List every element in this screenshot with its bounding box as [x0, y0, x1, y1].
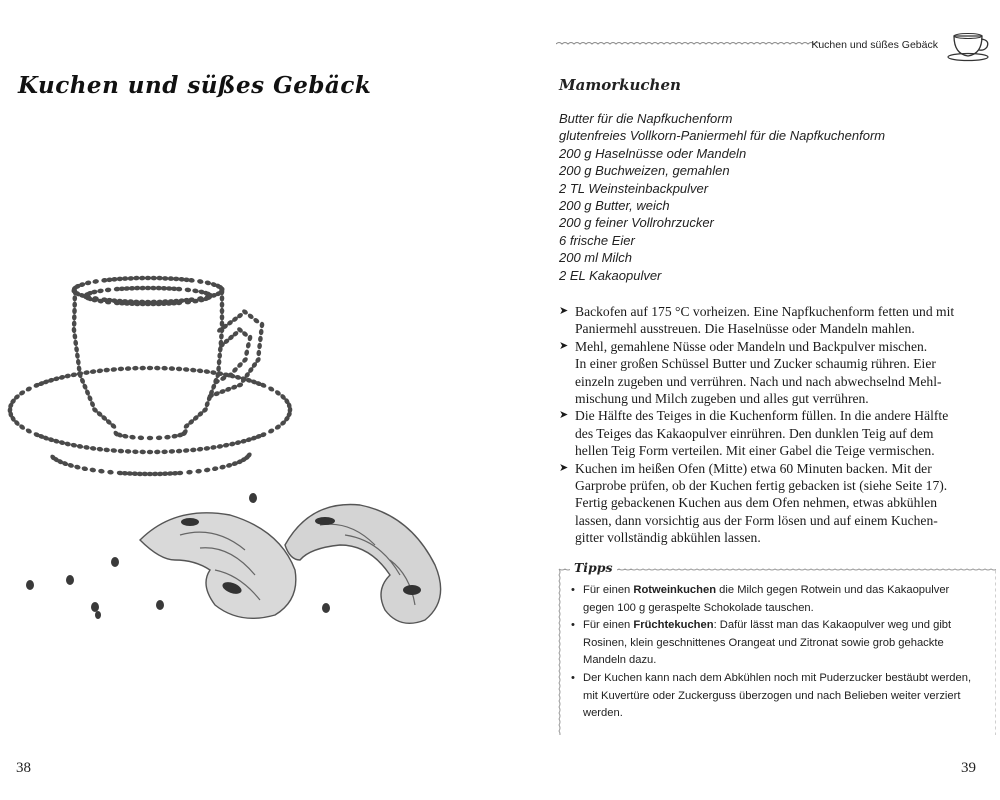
croissant-right-icon — [285, 505, 441, 624]
right-page — [500, 0, 1000, 800]
step-line: hellen Teig Form verteilen. Mit einer Gabel die Teige vermischen. — [575, 443, 935, 459]
arrow-bullet-icon: ➤ — [559, 461, 569, 474]
step-line: Kuchen im heißen Ofen (Mitte) etwa 60 Minuten backen. Mit der — [575, 460, 932, 476]
step-line: lassen, dann vorsichtig aus der Form lösen und auf einem Kuchen- — [575, 512, 938, 528]
ingredient-item: 200 g Haselnüsse oder Mandeln — [559, 145, 747, 161]
instruction-step — [559, 407, 979, 459]
step-line: Garprobe prüfen, ob der Kuchen fertig gebacken ist (siehe Seite 17). — [575, 478, 948, 494]
dot-bullet-icon: • — [571, 671, 575, 684]
tip-line: werden. — [583, 707, 623, 720]
instruction-step — [559, 303, 979, 338]
arrow-bullet-icon: ➤ — [559, 409, 569, 422]
coffee-cup-icon — [948, 34, 988, 61]
step-line: gitter vollständig abkühlen lassen. — [575, 530, 761, 546]
step-line: Backofen auf 175 °C vorheizen. Eine Napfkuchenform fetten und mit — [575, 304, 955, 319]
tip-line: gegen 100 g geraspelte Schokolade tauschen. — [583, 601, 814, 614]
dot-bullet-icon: • — [571, 584, 575, 596]
tip-prefix: Für einen — [583, 619, 634, 632]
step-line: mischung und Milch zugeben und alles gut verrühren. — [575, 391, 869, 407]
tip-item — [570, 617, 984, 670]
step-line: einzeln zugeben und verrühren. Nach und nach abwechselnd Mehl- — [575, 373, 942, 389]
step-line: Die Hälfte des Teiges in die Kuchenform füllen. In die andere Hälfte — [575, 408, 949, 424]
ingredient-item: 200 g feiner Vollrohrzucker — [559, 215, 714, 231]
tip-line: die Milch gegen Rotwein und das Kakaopulver — [716, 584, 950, 596]
tip-item — [570, 582, 984, 617]
page-number-left: 38 — [16, 760, 31, 776]
step-line: Fertig gebackenen Kuchen aus dem Ofen nehmen, etwas abkühlen — [575, 495, 937, 511]
dot-bullet-icon: • — [571, 619, 575, 632]
tip-prefix: Für einen — [583, 584, 634, 596]
instruction-step — [559, 338, 979, 408]
page-number-right: 39 — [961, 760, 976, 776]
ingredient-item: 200 g Butter, weich — [559, 198, 670, 214]
coffee-bean-outline-icon — [7, 276, 293, 477]
tip-line: Der Kuchen kann nach dem Abkühlen noch mit Puderzucker bestäubt werden, — [583, 671, 972, 684]
instruction-steps — [559, 303, 979, 547]
tip-line: Mandeln dazu. — [583, 654, 657, 667]
ingredient-item: 2 EL Kakaopulver — [559, 267, 662, 283]
tips-box — [558, 560, 996, 735]
coffee-cup-croissant-illustration — [0, 270, 500, 650]
tip-keyword: Früchtekuchen — [633, 619, 714, 632]
chapter-title: Kuchen und süßes Gebäck — [18, 72, 372, 99]
instruction-step — [559, 460, 979, 547]
tip-line: mit Kuvertüre oder Zuckerguss überzogen und nach Belieben weiter verziert — [583, 689, 961, 702]
ingredient-item: Butter für die Napfkuchenform — [559, 111, 733, 126]
ingredient-item: glutenfreies Vollkorn-Paniermehl für die Napfkuchenform — [559, 128, 886, 144]
tip-item — [570, 670, 984, 723]
arrow-bullet-icon: ➤ — [559, 339, 569, 352]
tip-keyword: Rotweinkuchen — [633, 584, 717, 596]
step-line: In einer großen Schüssel Butter und Zucker schaumig rühren. Eier — [575, 356, 936, 372]
ingredient-item: 6 frische Eier — [559, 232, 635, 248]
ingredient-item: 200 g Buchweizen, gemahlen — [559, 163, 730, 179]
running-head-text: Kuchen und süßes Gebäck — [811, 39, 938, 51]
arrow-bullet-icon: ➤ — [559, 305, 569, 317]
tips-list — [570, 582, 984, 723]
tip-line: : Dafür lässt man das Kakaopulver weg und gibt — [713, 619, 952, 632]
step-line: des Teiges das Kakaopulver einrühren. Den dunklen Teig auf dem — [575, 425, 934, 441]
recipe-title: Mamorkuchen — [559, 76, 681, 94]
ingredient-item: 200 ml Milch — [559, 250, 632, 266]
tips-title: Tipps — [570, 560, 617, 575]
ingredient-item: 2 TL Weinsteinbackpulver — [559, 180, 709, 196]
ingredient-list — [559, 110, 885, 284]
tip-line: Rosinen, klein geschnittenes Orangeat und Zitronat sowie grob gehackte — [583, 636, 944, 649]
step-line: Paniermehl ausstreuen. Die Haselnüsse oder Mandeln mahlen. — [575, 321, 915, 337]
running-head — [556, 30, 996, 62]
step-line: Mehl, gemahlene Nüsse oder Mandeln und Backpulver mischen. — [575, 338, 928, 354]
